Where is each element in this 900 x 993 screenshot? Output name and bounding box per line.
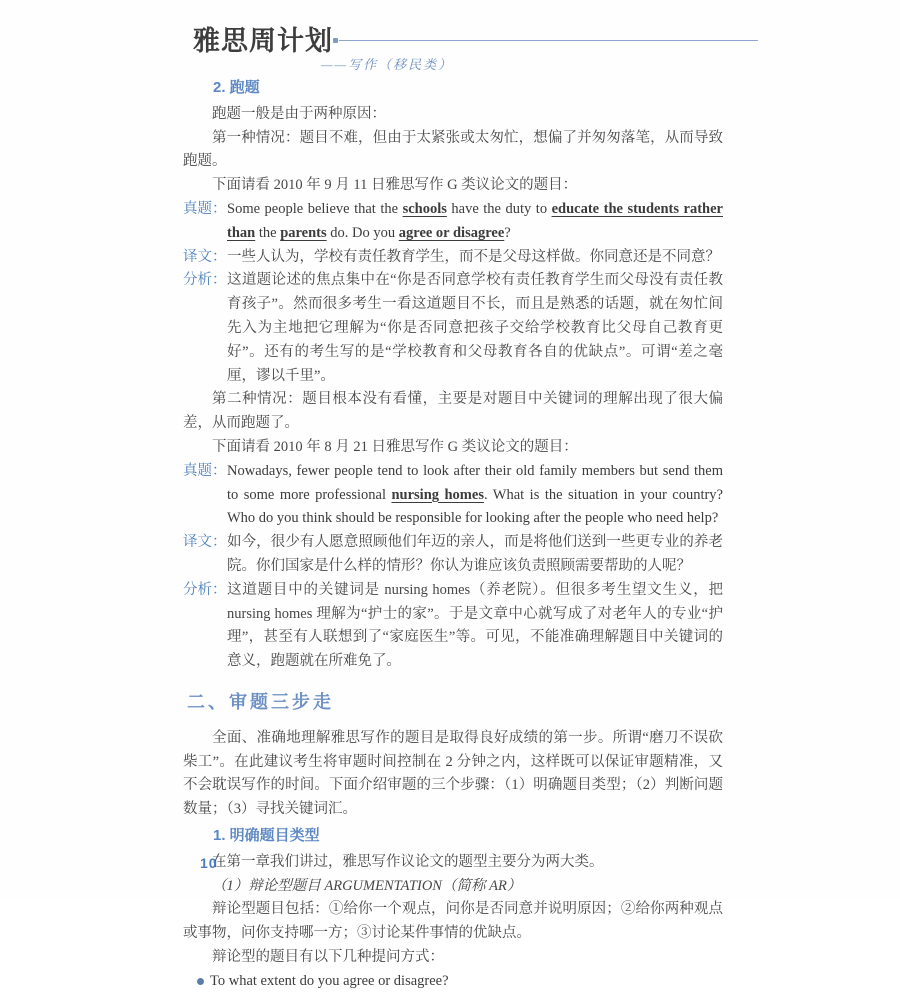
paragraph-case2: 第二种情况：题目根本没有看懂，主要是对题目中关键词的理解出现了很大偏差，从而跑题了。	[183, 391, 723, 432]
page-content	[183, 74, 723, 993]
analysis-label: 分析：	[183, 272, 227, 289]
paragraph-case1: 第一种情况：题目不难，但由于太紧张或太匆忙，想偏了并匆匆落笔，从而导致跑题。	[183, 129, 723, 170]
translation-text: 一些人认为，学校有责任教育学生，而不是父母这样做。你同意还是不同意？	[227, 248, 720, 265]
paragraph-chapter1: 在第一章我们讲过，雅思写作议论文的题型主要分为两大类。	[212, 853, 604, 870]
page-number: 10	[200, 855, 218, 871]
book-title: 雅思周计划	[193, 26, 333, 56]
question-text: Nowadays, fewer people tend to look after their old family members but send them to some more professional nursing homes. What is the situation in your country? Who do you think should be responsible for looking after the people who need help?	[227, 462, 723, 527]
book-subtitle: ——写作（移民类）	[321, 57, 454, 72]
paragraph-ask-styles: 辩论型的题目有以下几种提问方式：	[212, 948, 444, 965]
translation-label: 译文：	[183, 534, 227, 551]
bullet-text: To what extent do you agree or disagree?	[210, 972, 449, 989]
paragraph-look2: 下面请看 2010 年 8 月 21 日雅思写作 G 类议论文的题目：	[212, 438, 578, 455]
exam-question-block-2	[183, 460, 723, 531]
analysis-text: 这道题论述的焦点集中在“你是否同意学校有责任教育学生而父母没有责任教育孩子”。然而很多考生一看这道题目不长，而且是熟悉的话题，就在匆忙间先入为主地把它理解为“你是否同意把孩子交给学校教育比父母自己教育更好”。还有的考生写的是“学校教育和父母教育各自的优缺点”。可谓“差之毫厘，谬以千里”。	[227, 272, 723, 384]
paragraph-overview: 全面、准确地理解雅思写作的题目是取得良好成绩的第一步。所谓“磨刀不误砍柴工”。在此建议考生将审题时间控制在 2 分钟之内，这样既可以保证审题精准，又不会耽误写作的时间。下面介绍审题的三个步骤：（1）明确题目类型；（2）判断问题数量；（3）寻找关键词汇。	[183, 729, 723, 818]
bullet-icon	[197, 978, 204, 985]
translation-block-2	[183, 531, 723, 579]
analysis-block-1	[183, 269, 723, 388]
analysis-text: 这道题目中的关键词是 nursing homes（养老院）。但很多考生望文生义，把 nursing homes 理解为“护士的家”。于是文章中心就写成了对老年人的专业“护理”，甚至有人联想到了“家庭医生”等。可见，不能准确理解题目中关键词的意义，跑题就在所难免了。	[227, 581, 723, 670]
heading-off-topic: 2. 跑题	[213, 79, 260, 96]
translation-label: 译文：	[183, 248, 227, 265]
translation-block-1	[183, 246, 723, 270]
header-rule-dot-icon	[333, 38, 338, 43]
question-label: 真题：	[183, 200, 227, 217]
header-rule-line	[339, 40, 758, 41]
question-label: 真题：	[183, 462, 227, 479]
heading-identify-question-type: 1. 明确题目类型	[213, 826, 320, 844]
header-rule-wrap	[333, 38, 758, 43]
translation-text: 如今，很少有人愿意照顾他们年迈的亲人，而是将他们送到一些更专业的养老院。你们国家是什么样的情形？你认为谁应该负责照顾需要帮助的人呢？	[227, 534, 723, 574]
paragraph-argumentation-detail: 辩论型题目包括：①给你一个观点，问你是否同意并说明原因；②给你两种观点或事物，问你支持哪一方；③讨论某件事情的优缺点。	[183, 901, 723, 942]
heading-examine-three-steps: 二、审题三步走	[187, 691, 334, 712]
question-text: Some people believe that the schools have the duty to educate the students rather than the parents do. Do you agree or disagree?	[227, 200, 723, 241]
paragraph-look1: 下面请看 2010 年 9 月 11 日雅思写作 G 类议论文的题目：	[212, 177, 578, 194]
exam-question-block-1	[183, 198, 723, 246]
analysis-block-2	[183, 579, 723, 674]
page-header	[193, 26, 758, 73]
header-title-row	[193, 26, 758, 56]
paragraph-argumentation: （1）辩论型题目 ARGUMENTATION（简称 AR）	[212, 877, 522, 894]
analysis-label: 分析：	[183, 581, 227, 598]
bullet-item-agree-disagree	[197, 970, 723, 993]
paragraph-two-reasons: 跑题一般是由于两种原因：	[212, 105, 386, 122]
